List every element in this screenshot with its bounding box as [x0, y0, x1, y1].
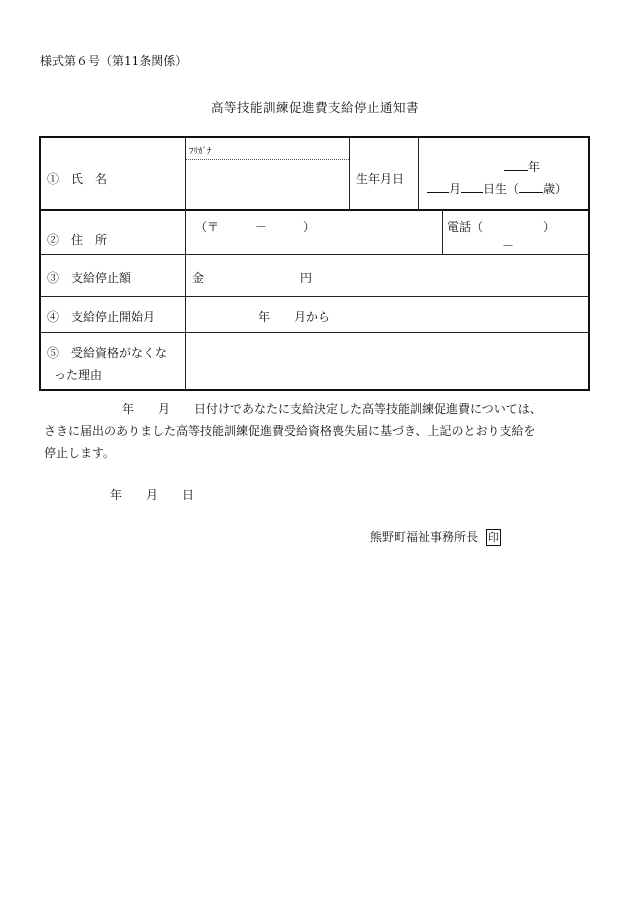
signature-line: [370, 528, 501, 546]
address-label: ② 住 所: [47, 233, 108, 247]
birth-year-field[interactable]: [504, 158, 540, 175]
birth-day-unit: 日生（: [483, 182, 520, 196]
form-number: 様式第６号（第11条関係）: [40, 54, 188, 68]
issue-date[interactable]: 年 月 日: [110, 488, 195, 502]
stop-start-month-field[interactable]: 年 月から: [258, 310, 331, 324]
birth-year-blank[interactable]: [504, 158, 528, 171]
stop-start-month-label: ④ 支給停止開始月: [47, 310, 156, 324]
issuer-name: 熊野町福祉事務所長: [370, 530, 479, 544]
notice-line-2: さきに届出のありました高等技能訓練促進費受給資格喪失届に基づき、上記のとおり支給を: [44, 424, 536, 438]
row-divider: [41, 209, 588, 211]
document-title: 高等技能訓練促進費支給停止通知書: [210, 100, 419, 115]
birth-value-divider: [418, 138, 419, 209]
birth-label-divider: [349, 138, 350, 209]
phone-dash: －: [502, 239, 515, 253]
notice-body: [44, 398, 590, 464]
birthdate-label: 生年月日: [356, 172, 405, 186]
birth-month-day-field[interactable]: [427, 180, 567, 197]
phone-field[interactable]: 電話（ ）: [447, 220, 556, 234]
form-table: [39, 136, 590, 391]
birth-month-unit: 月: [449, 182, 462, 196]
age-unit: 歳）: [543, 182, 568, 196]
row-divider: [41, 332, 588, 333]
notice-line-3: 停止します。: [44, 446, 116, 460]
postal-code-field[interactable]: （〒 － ）: [195, 220, 316, 234]
birth-year-unit: 年: [528, 160, 541, 174]
seal-mark: 印: [488, 531, 500, 544]
age-blank[interactable]: [519, 180, 543, 193]
stop-amount-field[interactable]: 金 円: [192, 271, 313, 285]
stop-amount-label: ③ 支給停止額: [47, 271, 132, 285]
notice-line-1: 年 月 日付けであなたに支給決定した高等技能訓練促進費については、: [122, 402, 542, 416]
furigana-separator: [186, 159, 349, 160]
reason-label-line1: ⑤ 受給資格がなくな: [47, 346, 168, 360]
row-divider: [41, 254, 588, 255]
row-divider: [41, 296, 588, 297]
phone-divider: [442, 210, 443, 254]
furigana-label: ﾌﾘｶﾞﾅ: [189, 147, 212, 157]
birth-day-blank[interactable]: [461, 180, 483, 193]
reason-label-line2: った理由: [54, 368, 103, 382]
reason-field[interactable]: [191, 338, 585, 386]
name-label: ① 氏 名: [47, 172, 108, 186]
label-column-divider: [185, 138, 186, 391]
birth-month-blank[interactable]: [427, 180, 449, 193]
